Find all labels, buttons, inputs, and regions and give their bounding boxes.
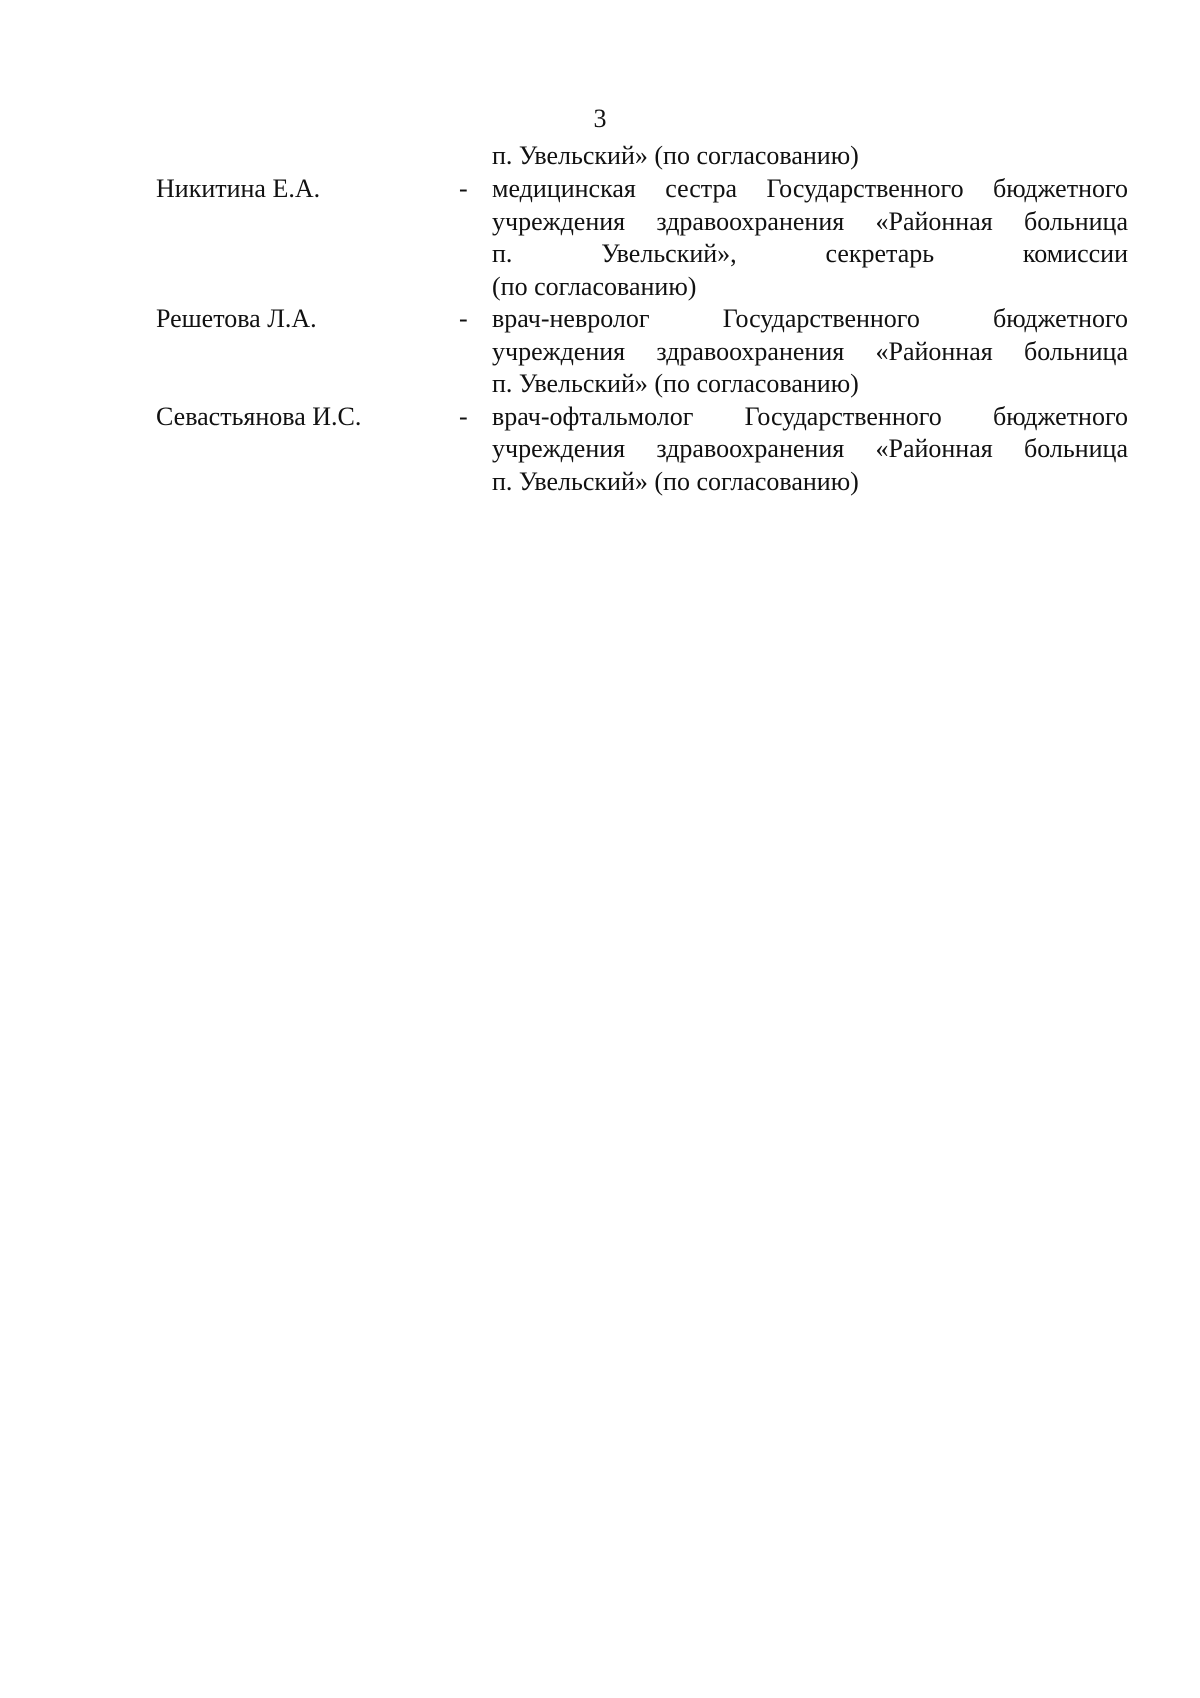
member-description-line: п. Увельский» (по согласованию) — [492, 466, 859, 496]
commission-members-list — [156, 173, 1128, 498]
member-description-line: врач-офтальмолог Государственного бюджетного — [492, 401, 1128, 431]
member-name: Никитина Е.А. — [156, 174, 321, 203]
member-row — [156, 303, 1128, 401]
continuation-text: п. Увельский» (по согласованию) — [492, 141, 859, 170]
member-description-line: п. Увельский», секретарь комиссии — [492, 239, 1128, 268]
member-description-line: п. Увельский» (по согласованию) — [492, 369, 859, 398]
page-number: 3 — [593, 104, 607, 133]
member-name: Решетова Л.А. — [156, 304, 317, 333]
member-dash: - — [459, 304, 468, 333]
member-description-line: врач-невролог Государственного бюджетного — [492, 304, 1128, 333]
member-description — [492, 303, 1128, 401]
member-description-line: учреждения здравоохранения «Районная больница — [492, 206, 1128, 236]
member-description-line: учреждения здравоохранения «Районная больница — [492, 336, 1128, 366]
member-row — [156, 173, 1128, 303]
member-description-line: учреждения здравоохранения «Районная больница — [492, 434, 1128, 463]
member-dash: - — [459, 401, 468, 431]
member-dash: - — [459, 174, 468, 203]
member-description — [492, 173, 1128, 303]
member-description — [492, 401, 1128, 499]
member-name: Севастьянова И.С. — [156, 401, 362, 431]
member-description-line: медицинская сестра Государственного бюджетного — [492, 174, 1128, 203]
member-row — [156, 401, 1128, 499]
member-description-line: (по согласованию) — [492, 271, 697, 301]
